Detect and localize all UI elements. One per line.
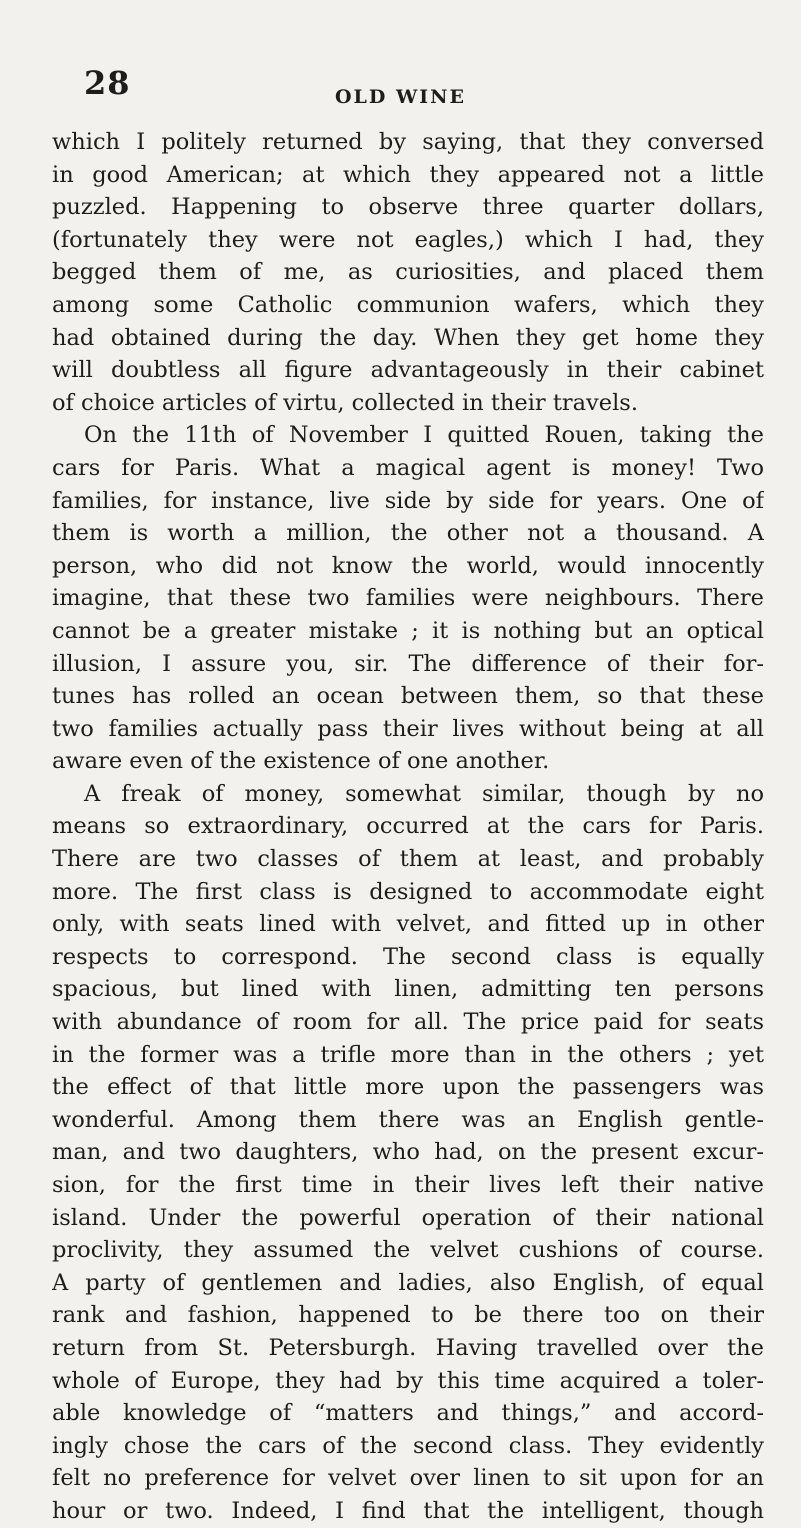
body-text [52,126,764,1528]
text-line: cars for Paris. What a magical agent is money! Two [52,454,764,481]
text-line: return from St. Petersburgh. Having travelled over the [52,1334,764,1361]
page-number: 28 [84,64,131,102]
text-line: island. Under the powerful operation of their national [52,1204,764,1231]
text-line: There are two classes of them at least, and probably [52,846,764,873]
text-line: among some Catholic communion wafers, which they [52,291,764,318]
text-line: only, with seats lined with velvet, and fitted up in other [52,911,764,938]
text-line: aware even of the existence of one another. [52,748,550,775]
text-line: which I politely returned by saying, that they conversed [52,129,764,155]
text-line: man, and two daughters, who had, on the present excur- [52,1139,764,1166]
text-line: wonderful. Among them there was an English gentle- [52,1106,764,1133]
text-line: in the former was a trifle more than in the others ; yet [52,1041,764,1068]
text-line: tunes has rolled an ocean between them, so that these [52,683,764,710]
running-head: OLD WINE [334,86,467,108]
text-line: rank and fashion, happened to be there too on their [52,1302,764,1329]
text-line: them is worth a million, the other not a thousand. A [52,520,764,547]
text-line: ingly chose the cars of the second class. They evidently [52,1432,764,1459]
text-line: puzzled. Happening to observe three quarter dollars, [52,194,764,221]
text-line: two families actually pass their lives without being at all [52,715,764,742]
text-line: with abundance of room for all. The price paid for seats [52,1009,764,1036]
text-line: sion, for the first time in their lives left their native [52,1172,764,1198]
text-line: families, for instance, live side by side for years. One of [52,487,764,514]
text-line: spacious, but lined with linen, admitting ten persons [52,976,764,1003]
text-line: felt no preference for velvet over linen to sit upon for an [52,1465,764,1492]
text-line: in good American; at which they appeared not a little [52,161,764,188]
text-line: means so extraordinary, occurred at the cars for Paris. [52,813,764,840]
text-line: will doubtless all figure advantageously in their cabinet [52,357,764,384]
text-line: more. The first class is designed to accommodate eight [52,878,764,905]
text-line: of choice articles of virtu, collected in their travels. [52,389,638,416]
text-line: (fortunately they were not eagles,) which I had, they [52,226,764,253]
text-line: person, who did not know the world, would innocently [52,552,764,579]
text-line: had obtained during the day. When they get home they [52,324,764,351]
paragraph-start-line: A freak of money, somewhat similar, though by no [84,780,764,807]
text-line: imagine, that these two families were neighbours. There [52,585,764,612]
text-line: hour or two. Indeed, I find that the intelligent, though [52,1497,764,1524]
text-line: cannot be a greater mistake ; it is nothing but an optical [52,617,764,644]
text-line: A party of gentlemen and ladies, also English, of equal [52,1269,764,1296]
text-line: illusion, I assure you, sir. The difference of their for- [52,650,764,677]
text-line: begged them of me, as curiosities, and placed them [52,259,764,286]
text-line: whole of Europe, they had by this time acquired a toler- [52,1367,764,1394]
text-line: respects to correspond. The second class is equally [52,943,764,970]
text-line: proclivity, they assumed the velvet cushions of course. [52,1237,764,1264]
text-line: able knowledge of “matters and things,” and accord- [52,1400,764,1427]
text-line: the effect of that little more upon the passengers was [52,1074,764,1101]
paragraph-start-line: On the 11th of November I quitted Rouen, taking the [84,422,764,449]
